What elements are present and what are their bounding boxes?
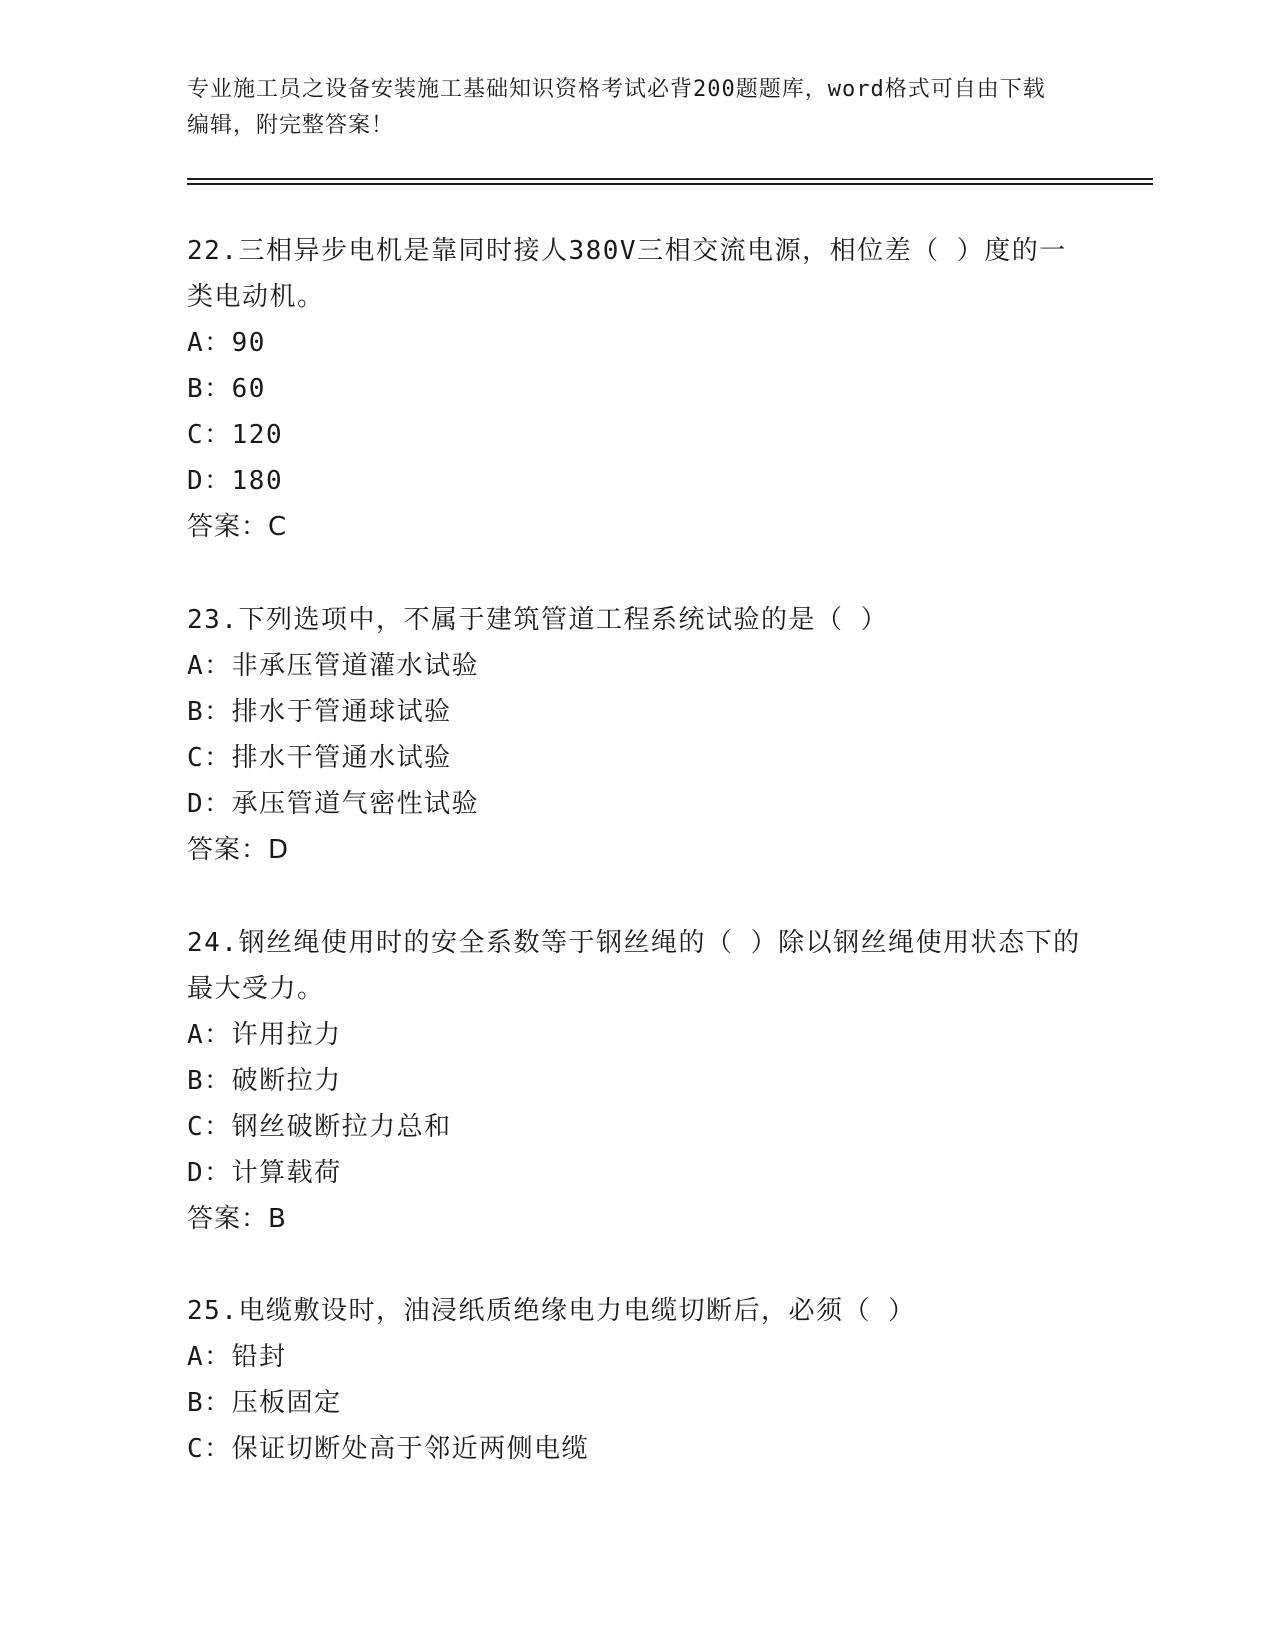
question-text: 23.下列选项中，不属于建筑管道工程系统试验的是（ ） — [187, 605, 889, 635]
option-a: A：90 — [187, 328, 266, 358]
document-header: 专业施工员之设备安装施工基础知识资格考试必背200题题库，word格式可自由下载编辑，附完整答案！ — [187, 77, 1046, 138]
header-divider-bottom — [187, 183, 1153, 185]
option-a: A：非承压管道灌水试验 — [187, 651, 480, 681]
question-text: 22.三相异步电机是靠同时接人380V三相交流电源，相位差（ ）度的一类电动机。 — [187, 236, 1067, 312]
question-text: 25.电缆敷设时，油浸纸质绝缘电力电缆切断后，必须（ ） — [187, 1296, 916, 1326]
header-divider-top — [187, 178, 1153, 180]
option-c: C：保证切断处高于邻近两侧电缆 — [187, 1434, 590, 1464]
option-a: A：铅封 — [187, 1342, 287, 1372]
option-d: D：180 — [187, 466, 284, 496]
option-b: B：60 — [187, 374, 266, 404]
question-text: 24.钢丝绳使用时的安全系数等于钢丝绳的（ ）除以钢丝绳使用状态下的最大受力。 — [187, 928, 1081, 1004]
option-c: C：钢丝破断拉力总和 — [187, 1112, 452, 1142]
answer: 答案：B — [187, 1204, 287, 1234]
option-d: D：计算载荷 — [187, 1158, 342, 1188]
option-b: B：排水于管通球试验 — [187, 697, 452, 727]
answer: 答案：D — [187, 835, 290, 865]
question-23 — [187, 597, 1087, 873]
option-c: C：120 — [187, 420, 284, 450]
option-a: A：许用拉力 — [187, 1020, 342, 1050]
option-b: B：压板固定 — [187, 1388, 342, 1418]
question-25 — [187, 1288, 1087, 1472]
answer: 答案：C — [187, 512, 288, 542]
question-24 — [187, 920, 1087, 1242]
option-d: D：承压管道气密性试验 — [187, 789, 480, 819]
question-22 — [187, 228, 1087, 550]
option-c: C：排水干管通水试验 — [187, 743, 452, 773]
option-b: B：破断拉力 — [187, 1066, 342, 1096]
